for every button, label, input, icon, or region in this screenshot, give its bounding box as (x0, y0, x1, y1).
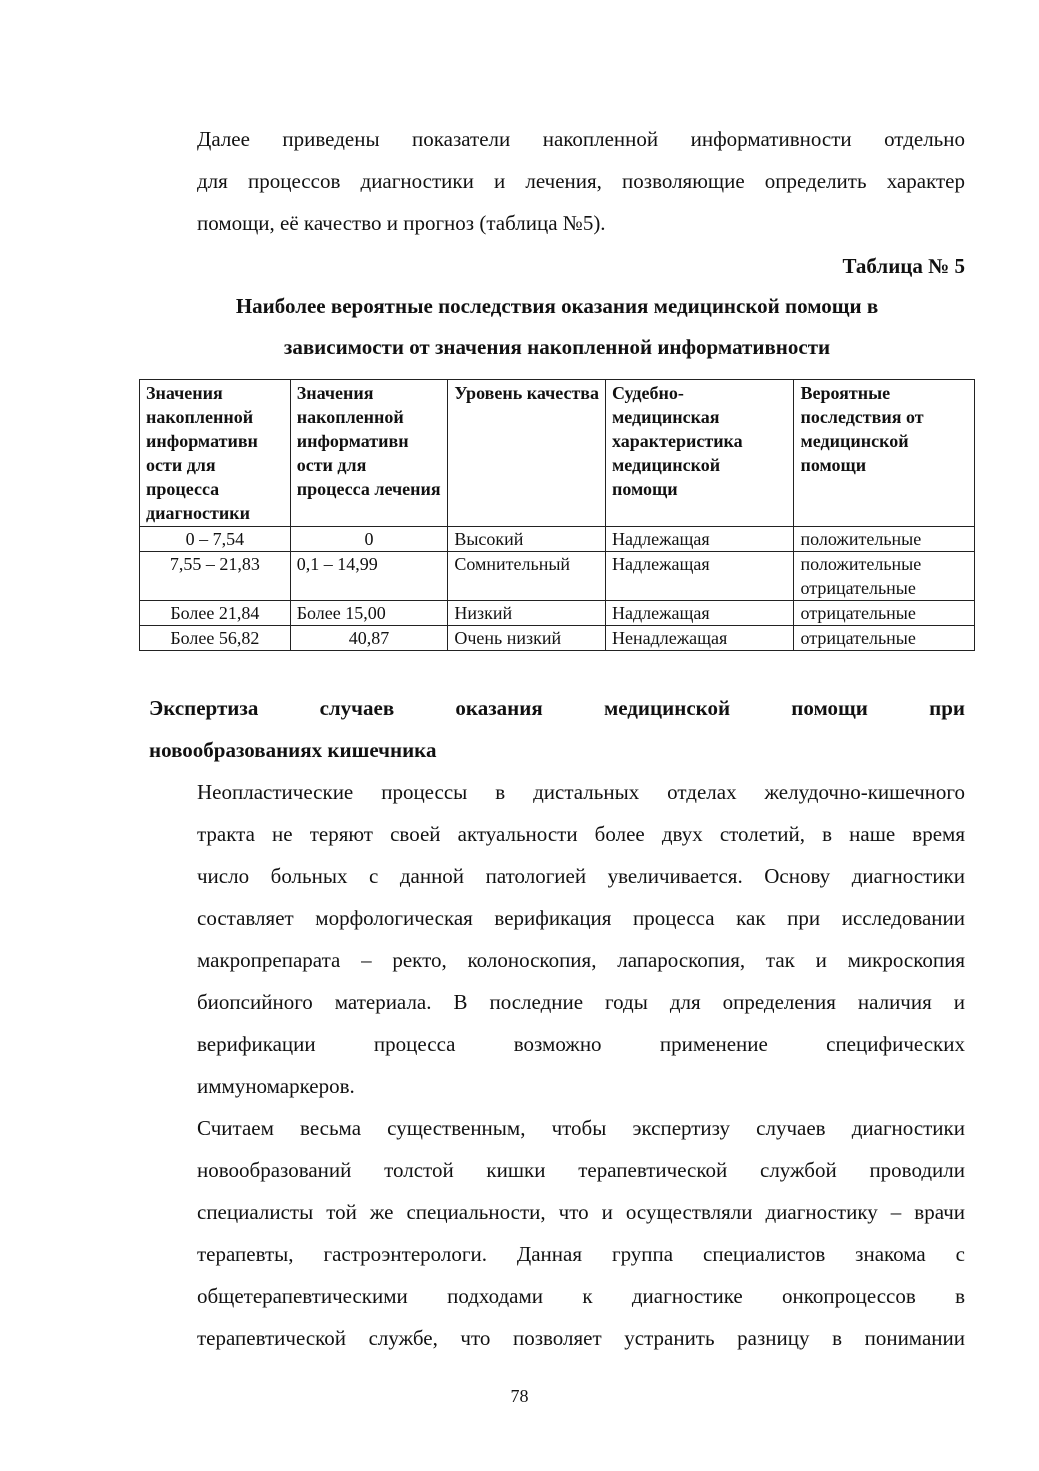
header-treatment: Значения накопленной информативн ости для процесса лечения (290, 380, 448, 527)
table-row (140, 552, 975, 601)
page-content (149, 118, 965, 368)
header-forensic-characteristic: Судебно-медицинская характеристика медицинской помощи (606, 380, 794, 527)
text-line: составляет морфологическая верификация процесса как при исследовании (197, 906, 965, 930)
intro-paragraph (149, 118, 965, 244)
informativeness-table (139, 379, 975, 651)
table-cell: 7,55 – 21,83 (140, 552, 291, 601)
header-diagnostics: Значения накопленной информативн ости для процесса диагностики (140, 380, 291, 527)
table-row (140, 527, 975, 552)
text-line: иммуномаркеров. (197, 1074, 355, 1098)
table-title (149, 286, 965, 368)
paragraph-neoplastic (149, 771, 965, 1107)
section-heading (149, 687, 965, 771)
table-cell: 0,1 – 14,99 (290, 552, 448, 601)
table-cell: Надлежащая (606, 552, 794, 601)
table-title-line: Наиболее вероятные последствия оказания медицинской помощи в (235, 294, 879, 318)
table-cell: Более 21,84 (140, 601, 291, 626)
table-cell: Более 15,00 (290, 601, 448, 626)
table-row (140, 601, 975, 626)
table-cell: отрицательные (794, 626, 975, 651)
table-cell: Сомнительный (448, 552, 606, 601)
text-line: макропрепарата – ректо, колоноскопия, лапароскопия, так и микроскопия (197, 948, 965, 972)
table-cell: Более 56,82 (140, 626, 291, 651)
text-line: общетерапевтическими подходами к диагностике онкопроцессов в (197, 1284, 965, 1308)
table-cell: Надлежащая (606, 601, 794, 626)
header-quality-level: Уровень качества (448, 380, 606, 527)
paragraph-expertise (149, 1107, 965, 1359)
table-cell: положительные (794, 527, 975, 552)
table-cell: Очень низкий (448, 626, 606, 651)
table-cell: 0 – 7,54 (140, 527, 291, 552)
table-cell: 40,87 (290, 626, 448, 651)
text-line: биопсийного материала. В последние годы для определения наличия и (197, 990, 965, 1014)
text-line: терапевтической службе, что позволяет устранить разницу в понимании (197, 1326, 965, 1350)
table-cell: положительные отрицательные (794, 552, 975, 601)
table-cell: Низкий (448, 601, 606, 626)
text-line: терапевты, гастроэнтерологи. Данная группа специалистов знакома с (197, 1242, 965, 1266)
table-cell: отрицательные (794, 601, 975, 626)
text-line: Неопластические процессы в дистальных отделах желудочно-кишечного (197, 780, 965, 804)
header-consequences: Вероятные последствия от медицинской помощи (794, 380, 975, 527)
text-line: новообразований толстой кишки терапевтической службой проводили (197, 1158, 965, 1182)
text-line: верификации процесса возможно применение специфических (197, 1032, 965, 1056)
table-cell: Высокий (448, 527, 606, 552)
table-title-line: зависимости от значения накопленной информативности (283, 335, 831, 359)
heading-line: Экспертиза случаев оказания медицинской помощи при (149, 696, 965, 720)
text-line: специалисты той же специальности, что и осуществляли диагностику – врачи (197, 1200, 965, 1224)
table-cell: 0 (290, 527, 448, 552)
page-number: 78 (510, 1386, 529, 1406)
table-number: Таблица № 5 (842, 254, 965, 278)
text-line: помощи, её качество и прогноз (таблица №5). (197, 211, 606, 235)
section (149, 687, 965, 1359)
heading-line: новообразованиях кишечника (149, 738, 437, 762)
text-line: Далее приведены показатели накопленной информативности отдельно (197, 127, 965, 151)
text-line: число больных с данной патологией увеличивается. Основу диагностики (197, 864, 965, 888)
text-line: для процессов диагностики и лечения, позволяющие определить характер (197, 169, 965, 193)
text-line: Считаем весьма существенным, чтобы экспертизу случаев диагностики (197, 1116, 965, 1140)
text-line: тракта не теряют своей актуальности более двух столетий, в наше время (197, 822, 965, 846)
table-row (140, 626, 975, 651)
table-cell: Надлежащая (606, 527, 794, 552)
table-cell: Ненадлежащая (606, 626, 794, 651)
table-header-row (140, 380, 975, 527)
